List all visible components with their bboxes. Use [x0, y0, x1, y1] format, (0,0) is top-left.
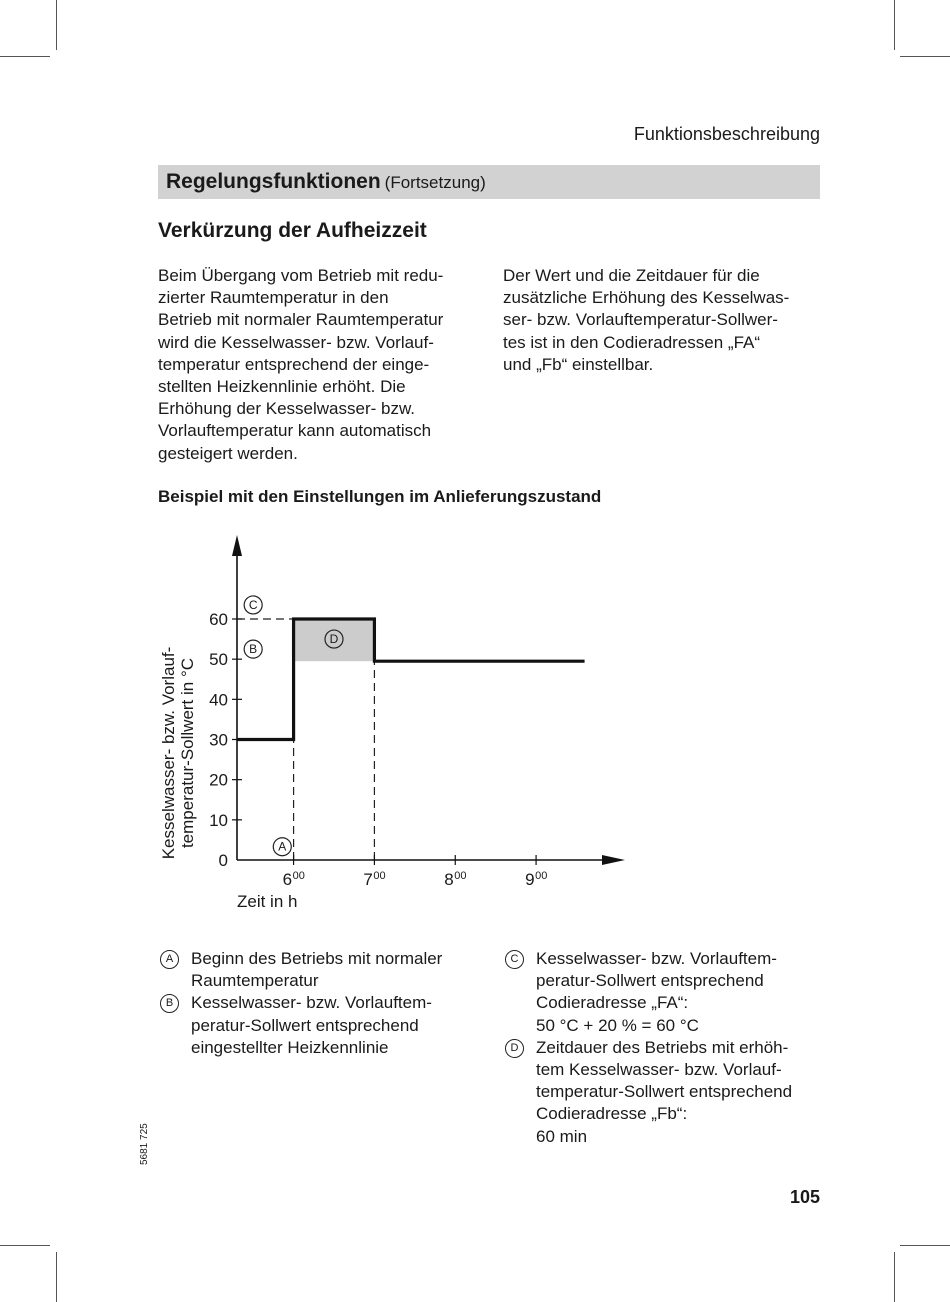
y-tick-label: 30 [209, 730, 228, 750]
crop-mark [894, 1252, 895, 1302]
legend-text: peratur-Sollwert entsprechend [536, 971, 764, 991]
legend-text: peratur-Sollwert entsprechend [191, 1015, 419, 1035]
running-header: Funktionsbeschreibung [633, 124, 820, 144]
text-line: und „Fb“ einstellbar. [503, 354, 654, 374]
paragraph-left [158, 265, 483, 465]
legend-text: Raumtemperatur [191, 971, 319, 991]
figure-title: Beispiel mit den Einstellungen im Anlieferungszustand [158, 487, 602, 506]
text-line: temperatur entsprechend der einge- [158, 354, 430, 374]
text-line: wird die Kesselwasser- bzw. Vorlauf- [158, 332, 434, 352]
legend-right [505, 948, 835, 1148]
crop-mark [0, 1245, 50, 1246]
marker-label: D [329, 632, 339, 647]
x-tick-label: 8 [444, 870, 454, 889]
legend-item-a [160, 948, 490, 992]
crop-mark [894, 0, 895, 50]
x-tick-label: 6 [282, 870, 293, 889]
x-axis-arrow-icon [602, 855, 625, 865]
page-heading: Verkürzung der Aufheizzeit [158, 219, 427, 242]
legend-item-d [505, 1037, 835, 1148]
y-tick-label: 60 [209, 610, 228, 629]
legend-item-b [160, 992, 490, 1059]
legend-item-c [505, 948, 835, 1037]
crop-mark [56, 1252, 57, 1302]
legend-text: 60 min [536, 1126, 588, 1146]
section-bar [158, 165, 820, 199]
y-tick-label: 40 [209, 690, 228, 710]
legend-text: Codieradresse „FA“: [536, 993, 689, 1013]
section-subtitle: (Fortsetzung) [384, 173, 486, 192]
y-tick-label: 20 [209, 770, 228, 790]
legend-left [160, 948, 490, 1059]
x-tick-superscript: 00 [373, 870, 386, 882]
text-line: tes ist in den Codieradressen „FA“ [503, 332, 761, 352]
marker-label: A [278, 839, 287, 854]
legend-text: Codieradresse „Fb“: [536, 1104, 688, 1124]
y-tick-label: 10 [209, 810, 228, 830]
legend-text: Zeitdauer des Betriebs mit erhöh- [536, 1037, 789, 1057]
marker-a-icon: A [160, 950, 179, 969]
crop-mark [900, 56, 950, 57]
text-line: stellten Heizkennlinie erhöht. Die [158, 377, 406, 397]
marker-label: B [249, 642, 258, 657]
text-line: Der Wert und die Zeitdauer für die [503, 266, 760, 285]
y-axis-arrow-icon [232, 535, 242, 556]
y-axis-label: Kesselwasser- bzw. Vorlauf- [159, 646, 178, 860]
x-tick-superscript: 00 [454, 870, 467, 882]
text-line: Beim Übergang vom Betrieb mit redu- [158, 266, 444, 285]
x-tick-label: 7 [363, 870, 373, 889]
paragraph-right [503, 265, 828, 376]
y-tick-label: 50 [209, 650, 228, 670]
legend-text: Beginn des Betriebs mit normaler [191, 949, 443, 968]
legend-text: temperatur-Sollwert entsprechend [536, 1082, 793, 1102]
marker-b-icon: B [160, 994, 179, 1013]
marker-d-icon: D [505, 1039, 524, 1058]
text-line: Erhöhung der Kesselwasser- bzw. [158, 399, 416, 419]
marker-label: C [248, 597, 258, 612]
x-tick-label: 9 [525, 870, 535, 889]
text-line: gesteigert werden. [158, 443, 298, 463]
x-tick-superscript: 00 [535, 870, 548, 882]
text-line: Vorlauftemperatur kann automatisch [158, 421, 432, 441]
text-line: ser- bzw. Vorlauftemperatur-Sollwer- [503, 310, 778, 330]
legend-text: tem Kesselwasser- bzw. Vorlauf- [536, 1060, 782, 1080]
legend-text: eingestellter Heizkennlinie [191, 1037, 389, 1057]
legend-text: 50 °C + 20 % = 60 °C [536, 1015, 699, 1035]
crop-mark [56, 0, 57, 50]
section-title [166, 170, 486, 194]
document-code: 5681 725 [139, 1123, 150, 1165]
page-number: 105 [789, 1187, 820, 1207]
crop-mark [0, 56, 50, 57]
y-tick-label: 0 [218, 851, 228, 870]
crop-mark [900, 1245, 950, 1246]
text-line: zusätzliche Erhöhung des Kesselwas- [503, 288, 790, 308]
section-title-text: Regelungsfunktionen [166, 170, 381, 193]
marker-c-icon: C [505, 950, 524, 969]
legend-text: Kesselwasser- bzw. Vorlauftem- [536, 949, 777, 968]
x-axis-label: Zeit in h [237, 892, 298, 911]
series-line [237, 619, 585, 740]
temperature-chart [150, 528, 650, 918]
y-axis-label: temperatur-Sollwert in °C [178, 657, 197, 849]
legend-text: Kesselwasser- bzw. Vorlauftem- [191, 993, 432, 1013]
text-line: Betrieb mit normaler Raumtemperatur [158, 310, 444, 330]
text-line: zierter Raumtemperatur in den [158, 288, 389, 308]
x-tick-superscript: 00 [292, 870, 305, 882]
